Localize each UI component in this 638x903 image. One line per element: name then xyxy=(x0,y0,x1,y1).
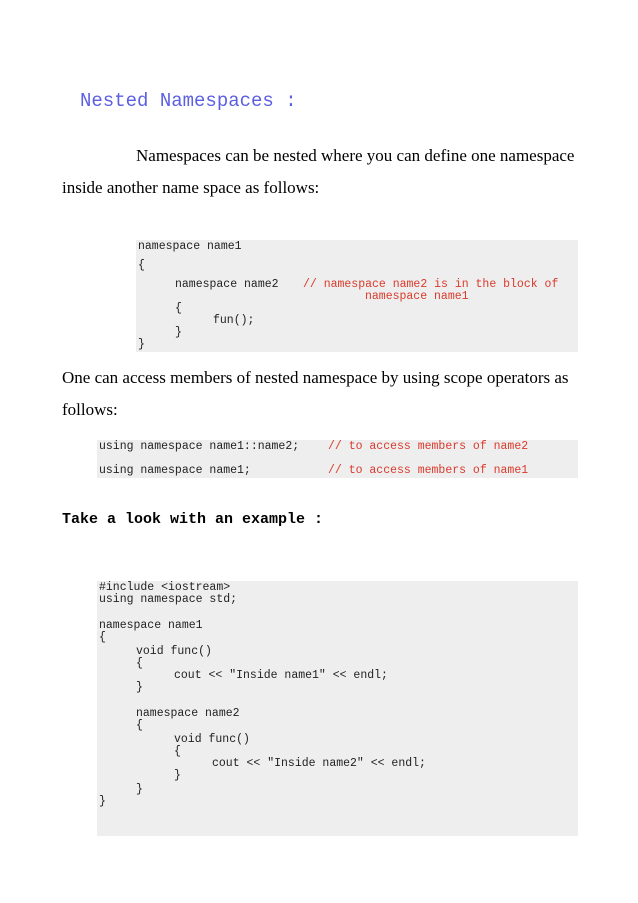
code-line: } xyxy=(138,338,145,351)
code-line: fun(); xyxy=(213,314,255,327)
section-heading: Nested Namespaces : xyxy=(80,90,297,112)
code-comment: // to access members of name1 xyxy=(328,464,529,477)
code-line: namespace name1 xyxy=(138,240,242,253)
code-comment: namespace name1 xyxy=(365,290,469,303)
code-line: using namespace name1::name2; xyxy=(99,440,300,453)
access-paragraph: One can access members of nested namespace by using scope operators as follows: xyxy=(62,368,569,419)
code-line: { xyxy=(175,302,182,315)
code-comment: // namespace name2 is in the block of xyxy=(303,278,559,291)
code-line: } xyxy=(99,795,106,808)
code-line: { xyxy=(138,259,145,272)
code-line: cout << "Inside name2" << endl; xyxy=(212,757,426,770)
code-block-nested-namespace xyxy=(136,240,578,352)
code-line: } xyxy=(136,681,143,694)
intro-paragraph: Namespaces can be nested where you can define one namespace inside another name space as follows: xyxy=(62,146,575,197)
code-line: using namespace name1; xyxy=(99,464,251,477)
code-line: { xyxy=(174,745,181,758)
code-line: } xyxy=(174,769,181,782)
code-line: void func() xyxy=(136,645,212,658)
code-block-example xyxy=(97,581,578,836)
code-line: using namespace std; xyxy=(99,593,238,606)
code-line: { xyxy=(99,631,106,644)
code-comment: // to access members of name2 xyxy=(328,440,529,453)
code-line: namespace name2 xyxy=(136,707,240,720)
example-heading: Take a look with an example : xyxy=(62,511,324,528)
code-line: { xyxy=(136,657,143,670)
code-block-using-directives xyxy=(97,440,578,478)
code-line: { xyxy=(136,719,143,732)
code-line: namespace name2 xyxy=(175,278,279,291)
code-line: cout << "Inside name1" << endl; xyxy=(174,669,388,682)
code-line: void func() xyxy=(174,733,250,746)
code-line: namespace name1 xyxy=(99,619,203,632)
code-line: #include <iostream> xyxy=(99,581,231,594)
code-line: } xyxy=(175,326,182,339)
code-line: } xyxy=(136,783,143,796)
